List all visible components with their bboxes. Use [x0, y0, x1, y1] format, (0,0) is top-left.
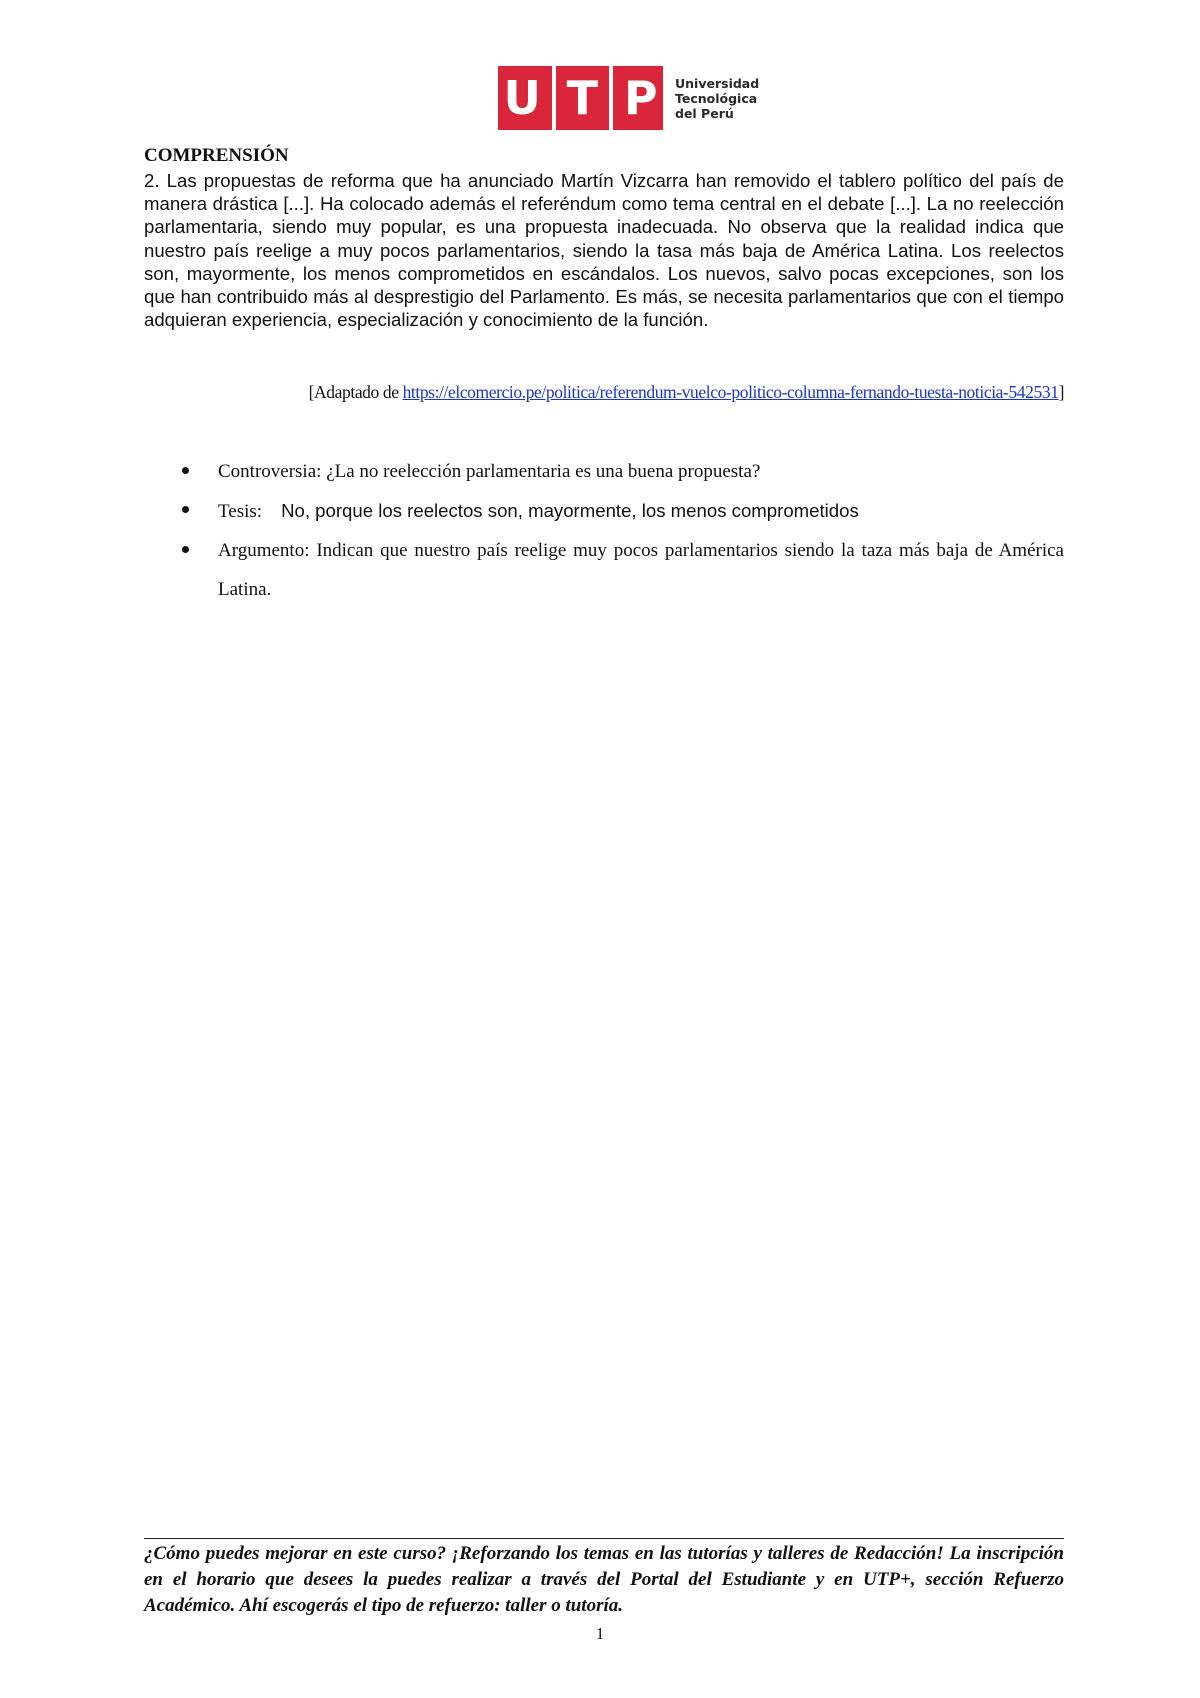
utp-logo-mark: [498, 66, 663, 130]
logo-name-line: Tecnológica: [675, 90, 758, 106]
list-item-tesis: [176, 491, 1064, 531]
page-number: 1: [595, 1624, 605, 1643]
bullet-label: Tesis:: [218, 501, 282, 522]
logo-letter-p: P: [623, 71, 658, 125]
source-prefix: [Adaptado de: [308, 382, 403, 402]
utp-logo: [498, 66, 759, 130]
bullet-text: No, porque los reelectos son, mayormente, los menos comprometidos: [281, 500, 859, 521]
logo-separator: [552, 66, 556, 130]
bullet-label: Argumento:: [218, 540, 317, 561]
utp-logo-name: [675, 76, 759, 121]
source-link[interactable]: https://elcomercio.pe/politica/referendum-vuelco-politico-columna-fernando-tuesta-noticia-542531: [402, 382, 1059, 402]
logo-name-line: del Perú: [675, 105, 734, 121]
source-citation: [309, 382, 1064, 403]
list-item-controversia: [176, 452, 1064, 491]
footer-divider: [144, 1538, 1064, 1539]
footer-note: ¿Cómo puedes mejorar en este curso? ¡Reforzando los temas en las tutorías y talleres de Redacción! La inscripción en el horario que desees la puedes realizar a través del Portal del Estudiante y en UTP+, sección Refuerzo Académico. Ahí escogerás el tipo de refuerzo: taller o tutoría.: [144, 1543, 1064, 1616]
bullet-text: Indican que nuestro país reelige muy pocos parlamentarios siendo la taza más baja de América Latina.: [218, 540, 1064, 600]
list-item-argumento: [176, 531, 1064, 609]
bullet-label: Controversia:: [218, 461, 327, 482]
logo-name-line: Universidad: [675, 75, 760, 91]
source-suffix: ]: [1058, 382, 1064, 402]
bullet-text: ¿La no reelección parlamentaria es una buena propuesta?: [326, 461, 761, 482]
reading-paragraph: 2. Las propuestas de reforma que ha anunciado Martín Vizcarra han removido el tablero político del país de manera drástica [...]. Ha colocado además el referéndum como tema central en el debate [...]. La no reelección parlamentaria, siendo muy popular, es una propuesta inadecuada. No observa que la realidad indica que nuestro país reelige a muy pocos parlamentarios, siendo la tasa más baja de América Latina. Los reelectos son, mayormente, los menos comprometidos en escándalos. Los nuevos, salvo pocas excepciones, son los que han contribuido más al desprestigio del Parlamento. Es más, se necesita parlamentarios que con el tiempo adquieran experiencia, especialización y conocimiento de la función.: [144, 170, 1064, 331]
logo-letter-u: U: [503, 71, 541, 125]
logo-letter-t: T: [566, 71, 599, 125]
analysis-list: [176, 452, 1064, 609]
logo-separator: [609, 66, 613, 130]
section-heading: COMPRENSIÓN: [144, 145, 289, 166]
